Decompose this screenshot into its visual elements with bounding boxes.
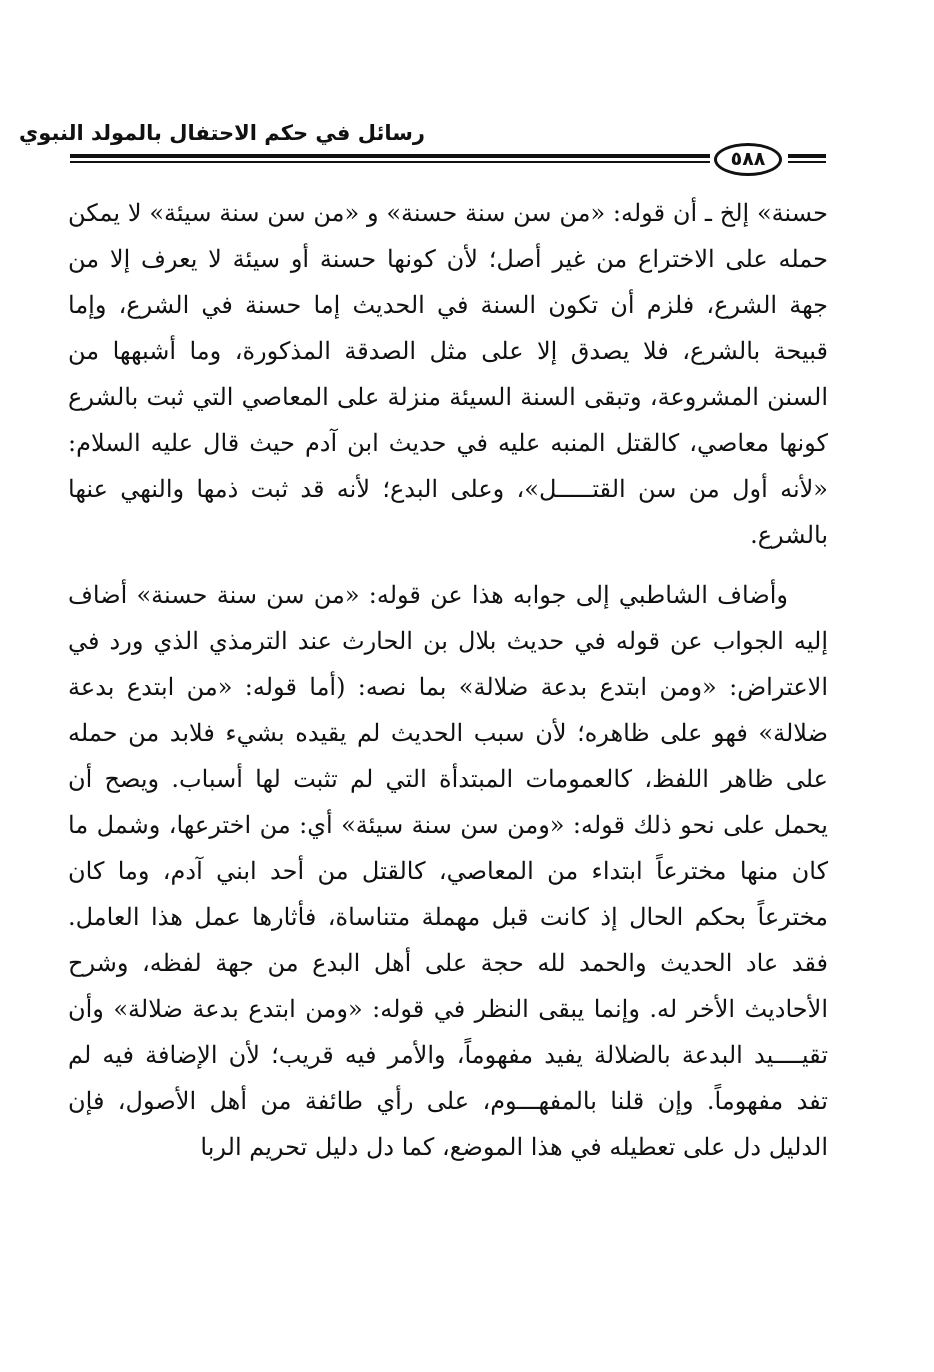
header-rule-right-top [788,154,826,158]
page-body [68,190,828,1170]
paragraph-1: حسنة» إلخ ـ أن قوله: «من سن سنة حسنة» و «من سن سنة سيئة» لا يمكن حمله على الاختراع من غير أصل؛ لأن كونها حسنة أو سيئة لا يعرف إلا من جهة الشرع، فلزم أن تكون السنة في الحديث إما حسنة في الشرع، وإما قبيحة بالشرع، فلا يصدق إلا على مثل الصدقة المذكورة، وما أشبهها من السنن المشروعة، وتبقى السنة السيئة منزلة على المعاصي التي ثبت بالشرع كونها معاصي، كالقتل المنبه عليه في حديث ابن آدم حيث قال عليه السلام: «لأنه أول من سن القتـــــل»، وعلى البدع؛ لأنه قد ثبت ذمها والنهي عنها بالشرع. [68,199,828,549]
header-rule-top [70,154,710,158]
header-rule-bottom [70,161,710,163]
paragraph-2: وأضاف الشاطبي إلى جوابه هذا عن قوله: «من سن سنة حسنة» أضاف إليه الجواب عن قوله في حديث بلال بن الحارث عند الترمذي الذي ورد في الاعتراض: «ومن ابتدع بدعة ضلالة» بما نصه: (أما قوله: «من ابتدع بدعة ضلالة» فهو على ظاهره؛ لأن سبب الحديث لم يقيده بشيء فلابد من حمله على ظاهر اللفظ، كالعمومات المبتدأة التي لم تثبت لها أسباب. ويصح أن يحمل على نحو ذلك قوله: «ومن سن سنة سيئة» أي: من اخترعها، وشمل ما كان منها مخترعاً ابتداء من المعاصي، كالقتل من أحد ابني آدم، وما كان مخترعاً بحكم الحال إذ كانت قبل مهملة متناساة، فأثارها عمل هذا العامل. فقد عاد الحديث والحمد لله حجة على أهل البدع من جهة لفظه، وشرح الأحاديث الأخر له. وإنما يبقى النظر في قوله: «ومن ابتدع بدعة ضلالة» وأن تقيــــيد البدعة بالضلالة يفيد مفهوماً، والأمر فيه قريب؛ لأن الإضافة فيه لم تفد مفهوماً. وإن قلنا بالمفهـــوم، على رأي طائفة من أهل الأصول، فإن الدليل دل على تعطيله في هذا الموضع، كما دل دليل تحريم الربا [68,581,828,1161]
header-rule-right-bottom [788,161,826,163]
running-title: رسائل في حكم الاحتفال بالمولد النبوي [19,121,425,145]
page-number-badge: ٥٨٨ [714,143,782,176]
